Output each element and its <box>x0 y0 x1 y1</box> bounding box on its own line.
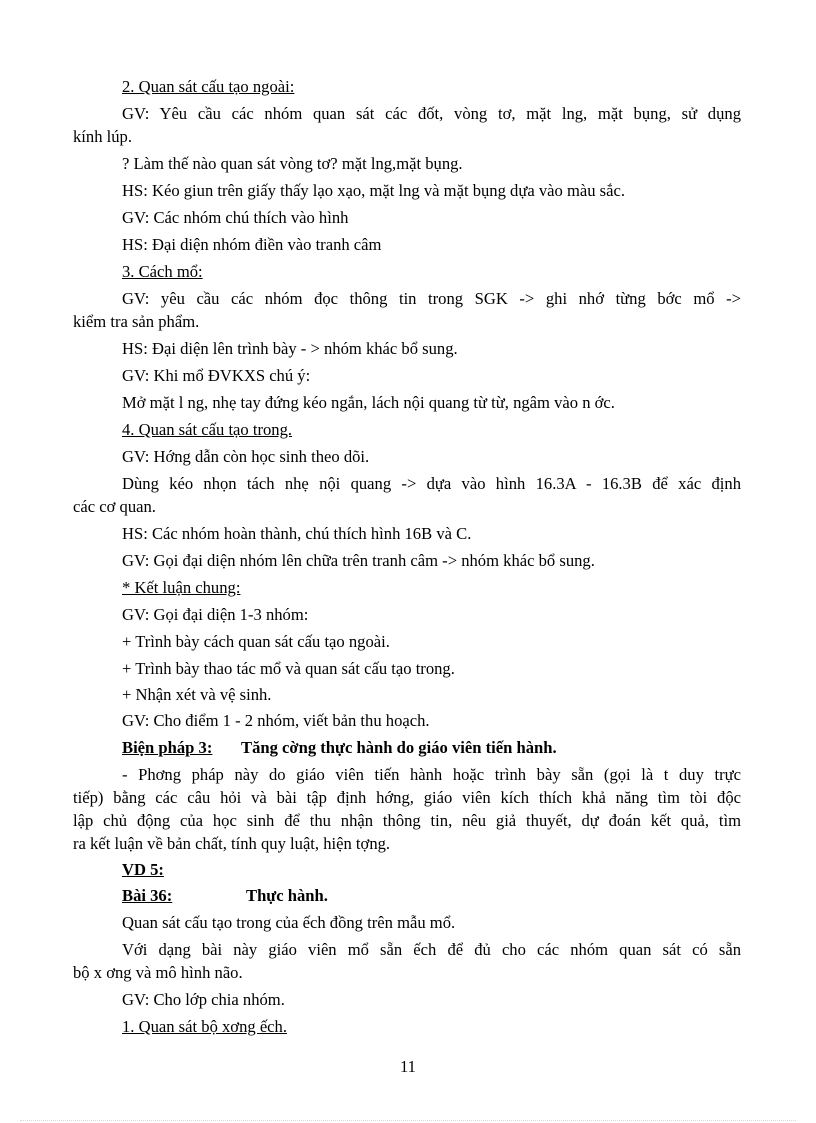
paragraph-line: tiếp) bằng các câu hỏi và bài tập định hớng, giáo viên kích thích khả năng tìm tòi độc <box>73 788 741 807</box>
paragraph-line: lập chủ động của học sinh để thu nhận thông tin, nêu giả thuyết, dự đoán kết quả, tìm <box>73 811 741 830</box>
list-item: + Trình bày cách quan sát cấu tạo ngoài. <box>122 632 390 651</box>
paragraph-line: kính lúp. <box>73 127 133 146</box>
paragraph-line: - Phơng pháp này do giáo viên tiến hành hoặc trình bày sẵn (gọi là t duy trực <box>122 765 741 784</box>
paragraph-line: Quan sát cấu tạo trong của ếch đồng trên mẫu mổ. <box>122 913 456 932</box>
paragraph-line: Mở mặt l ng, nhẹ tay đứng kéo ngắn, lách nội quang từ từ, ngâm vào n ớc. <box>122 393 615 412</box>
measure-3-title: Tăng cờng thực hành do giáo viên tiến hành. <box>241 738 557 757</box>
heading-dissection: 3. Cách mổ: <box>122 262 203 281</box>
paragraph-line: Với dạng bài này giáo viên mổ sẵn ếch để đủ cho các nhóm quan sát có sẵn <box>122 940 741 959</box>
paragraph-line: ? Làm thế nào quan sát vòng tơ? mặt lng,mặt bụng. <box>122 154 463 173</box>
page-number: 11 <box>400 1057 416 1076</box>
page-bottom-divider <box>20 1120 796 1121</box>
heading-external-structure: 2. Quan sát cấu tạo ngoài: <box>122 77 295 96</box>
heading-internal-structure: 4. Quan sát cấu tạo trong. <box>122 420 293 439</box>
heading-conclusion: * Kết luận chung: <box>122 578 241 597</box>
paragraph-line: GV: Yêu cầu các nhóm quan sát các đốt, vòng tơ, mặt lng, mặt bụng, sử dụng <box>122 104 741 123</box>
paragraph-line: GV: Gọi đại diện 1-3 nhóm: <box>122 605 309 624</box>
example-label: VD 5: <box>122 860 164 879</box>
list-item: + Trình bày thao tác mổ và quan sát cấu tạo trong. <box>122 659 455 678</box>
paragraph-line: kiểm tra sản phẩm. <box>73 312 200 331</box>
paragraph-line: HS: Đại diện lên trình bày - > nhóm khác bổ sung. <box>122 339 458 358</box>
paragraph-line: GV: Khi mổ ĐVKXS chú ý: <box>122 366 311 385</box>
paragraph-line: ra kết luận về bản chất, tính quy luật, hiện tợng. <box>73 834 391 853</box>
paragraph-line: GV: Hớng dẫn còn học sinh theo dõi. <box>122 447 370 466</box>
paragraph-line: GV: Các nhóm chú thích vào hình <box>122 208 349 227</box>
paragraph-line: các cơ quan. <box>73 497 156 516</box>
paragraph-line: GV: yêu cầu các nhóm đọc thông tin trong SGK -> ghi nhớ từng bớc mổ -> <box>122 289 741 308</box>
paragraph-line: HS: Kéo giun trên giấy thấy lạo xạo, mặt lng và mặt bụng dựa vào màu sắc. <box>122 181 625 200</box>
paragraph-line: GV: Gọi đại diện nhóm lên chữa trên tranh câm -> nhóm khác bổ sung. <box>122 551 595 570</box>
lesson-title: Thực hành. <box>246 886 328 905</box>
paragraph-line: GV: Cho lớp chia nhóm. <box>122 990 285 1009</box>
paragraph-line: HS: Đại diện nhóm điền vào tranh câm <box>122 235 382 254</box>
paragraph-line: HS: Các nhóm hoàn thành, chú thích hình 16B và C. <box>122 524 472 543</box>
lesson-label: Bài 36: <box>122 886 173 905</box>
heading-skeleton: 1. Quan sát bộ xơng ếch. <box>122 1017 287 1036</box>
paragraph-line: GV: Cho điểm 1 - 2 nhóm, viết bản thu hoạch. <box>122 711 430 730</box>
measure-3-label: Biện pháp 3: <box>122 738 213 757</box>
paragraph-line: bộ x ơng và mô hình não. <box>73 963 243 982</box>
paragraph-line: Dùng kéo nhọn tách nhẹ nội quang -> dựa vào hình 16.3A - 16.3B để xác định <box>122 474 741 493</box>
list-item: + Nhận xét và vệ sinh. <box>122 685 272 704</box>
